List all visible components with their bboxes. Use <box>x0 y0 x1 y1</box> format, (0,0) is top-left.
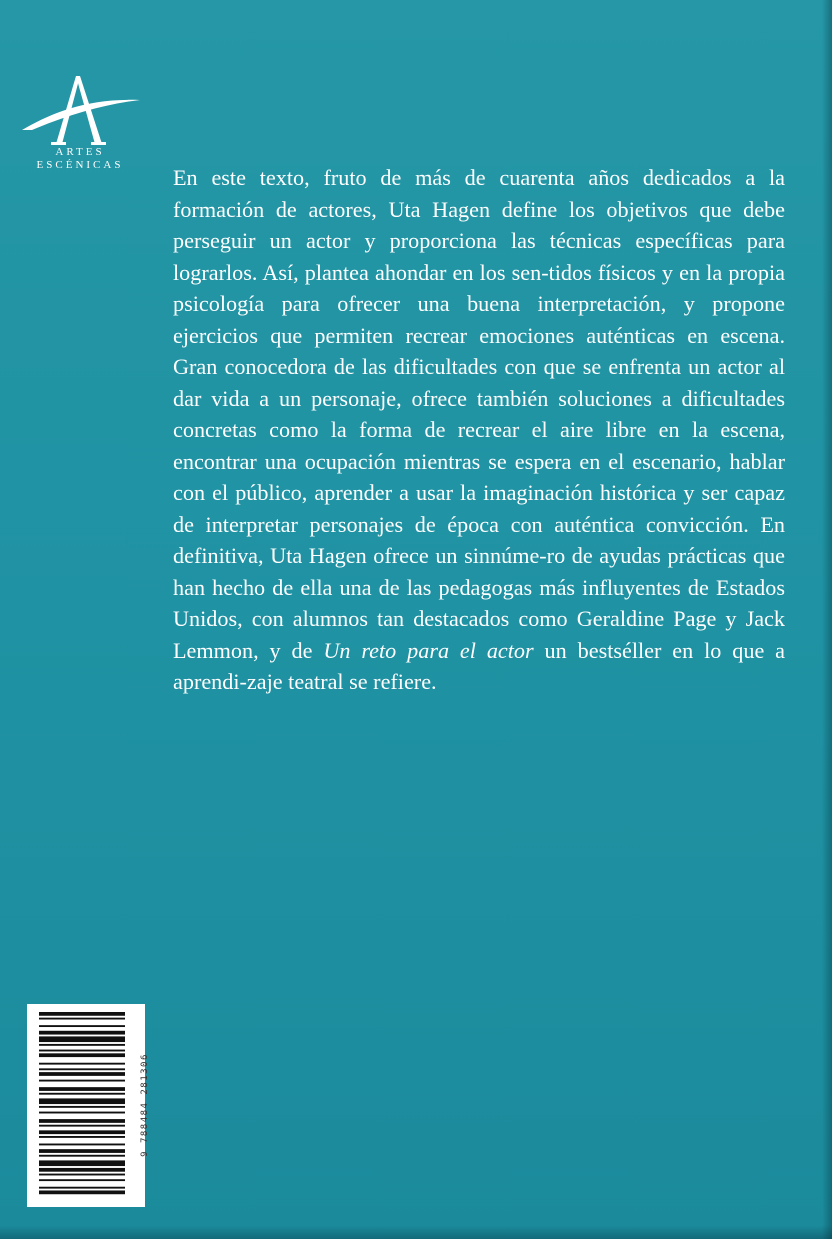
isbn-barcode <box>27 1004 150 1207</box>
blurb-text-end: un bestséller en lo que a aprendi-zaje teatral se refiere. <box>173 637 786 694</box>
barcode-bar <box>39 1044 125 1046</box>
cover-bottom-shadow <box>0 1225 832 1239</box>
barcode-bars <box>39 1012 125 1198</box>
stylized-letter-a-icon <box>18 70 142 148</box>
barcode-bar <box>39 1025 125 1027</box>
barcode-bar <box>39 1144 125 1146</box>
barcode-bar <box>39 1087 125 1091</box>
barcode-bar <box>39 1050 125 1052</box>
logo-text-line2: ESCÉNICAS <box>36 159 124 171</box>
barcode-bar <box>39 1068 125 1070</box>
barcode-bar <box>39 1053 125 1057</box>
barcode-bar <box>39 1190 125 1194</box>
barcode-bar <box>39 1018 125 1020</box>
blurb-text-start: En este texto, fruto de más de cuarenta años dedicados a la formación de actores, Uta Hagen define los objetivos que debe perseguir un actor y proporciona las técnicas específicas para lograrlos. Así, plantea ahondar en los sen-tidos físicos y en la propia psicología para ofrecer una buena interpretación, y propone ejercicios que permiten recrear emociones auténticas en escena. Gran conocedora de las dificultades con que se enfrenta un actor al dar vida a un personaje, ofrece también soluciones a dificultades concretas como la forma de recrear el aire libre en la escena, encontrar una ocupación mientras se espera en el escenario, hablar con el público, aprender a usar la imaginación histórica y ser capaz de interpretar personajes de época con auténtica convicción. En definitiva, Uta Hagen ofrece un sinnúme-ro de ayudas prácticas que han hecho de ella una de las pedagogas más influyentes de Estados Unidos, con alumnos tan destacados como Geraldine Page y Jack Lemmon, y de <box>173 165 785 663</box>
barcode-bar <box>39 1187 125 1189</box>
barcode-bar <box>39 1098 125 1104</box>
barcode-bar <box>39 1093 125 1095</box>
barcode-bar <box>39 1063 125 1065</box>
barcode-bar <box>39 1080 125 1082</box>
back-cover-blurb <box>173 162 785 698</box>
barcode-bar <box>39 1112 125 1114</box>
barcode-bar <box>39 1168 125 1172</box>
barcode-bar <box>39 1149 125 1153</box>
barcode-bar <box>39 1155 125 1157</box>
barcode-bar <box>39 1174 125 1176</box>
cover-edge-shadow <box>822 0 832 1239</box>
barcode-bar <box>39 1012 125 1016</box>
barcode-bar <box>39 1106 125 1108</box>
barcode-bar <box>39 1125 125 1127</box>
barcode-bar <box>39 1136 125 1138</box>
barcode-bar <box>39 1119 125 1123</box>
publisher-logo <box>18 70 142 175</box>
barcode-bar <box>39 1031 125 1035</box>
barcode-bar <box>39 1130 125 1134</box>
book-title-italic: Un reto para el actor <box>323 637 534 663</box>
logo-text-line1: ARTES <box>55 146 105 158</box>
barcode-number: 9 788484 281306 <box>140 1053 150 1157</box>
barcode-bar <box>39 1179 125 1181</box>
barcode-bar <box>39 1160 125 1166</box>
barcode-bar <box>39 1072 125 1076</box>
barcode-bar <box>39 1036 125 1042</box>
